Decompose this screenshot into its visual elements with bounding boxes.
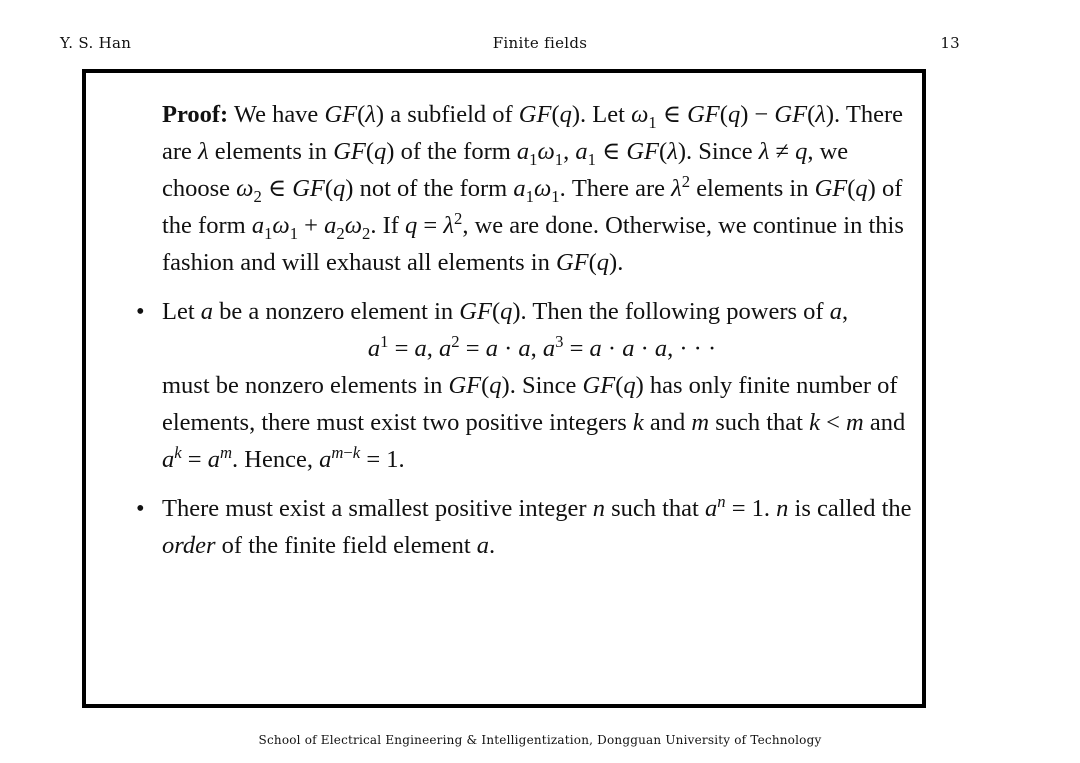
bullet-order-text: There must exist a smallest positive integer n such that $a^n = 1$. n is called the order of the finite field element a.: [162, 491, 912, 559]
bullet-item-powers: [136, 293, 922, 478]
page-number: 13: [940, 34, 960, 52]
bullet-dot: •: [136, 495, 145, 522]
bullet-intro: Let a be a nonzero element in GF(q). Then the following powers of a,: [162, 298, 849, 325]
slide-content: [136, 96, 922, 564]
bullet-item-order: [136, 490, 922, 564]
proof-label: Proof:: [162, 101, 229, 128]
proof-paragraph: Proof: We have GF(λ) a subfield of GF(q). Let $\omega_1$ ∈ GF(q) − GF(λ). There are λ elements in GF(q) of the form $a_1\omega_1$, $a_1$ ∈ GF(λ). Since λ ≠ q, we choose $\omega_2$ ∈ GF(q) not of the form $a_1\omega_1$. There are $\lambda^2$ elements in GF(q) of the form $a_1\omega_1 + a_2\omega_2$. If $q = \lambda^2$, we are done. Otherwise, we continue in this fashion and will exhaust all elements in GF(q).: [162, 101, 904, 276]
footer-affiliation: School of Electrical Engineering & Intelligentization, Dongguan University of Technology: [258, 733, 822, 747]
header-author: Y. S. Han: [60, 34, 132, 52]
header-title: Finite fields: [492, 34, 588, 52]
display-equation: $a^1 = a$, $a^2 = a \cdot a$, $a^3 = a \cdot a \cdot a$, · · ·: [367, 331, 717, 362]
bullet-dot: •: [136, 298, 145, 325]
bullet-continuation: must be nonzero elements in GF(q). Since GF(q) has only finite number of elements, there must exist two positive integers k and m such that k < m and $a^k = a^m$. Hence, $a^{m-k} = 1$.: [162, 372, 906, 473]
